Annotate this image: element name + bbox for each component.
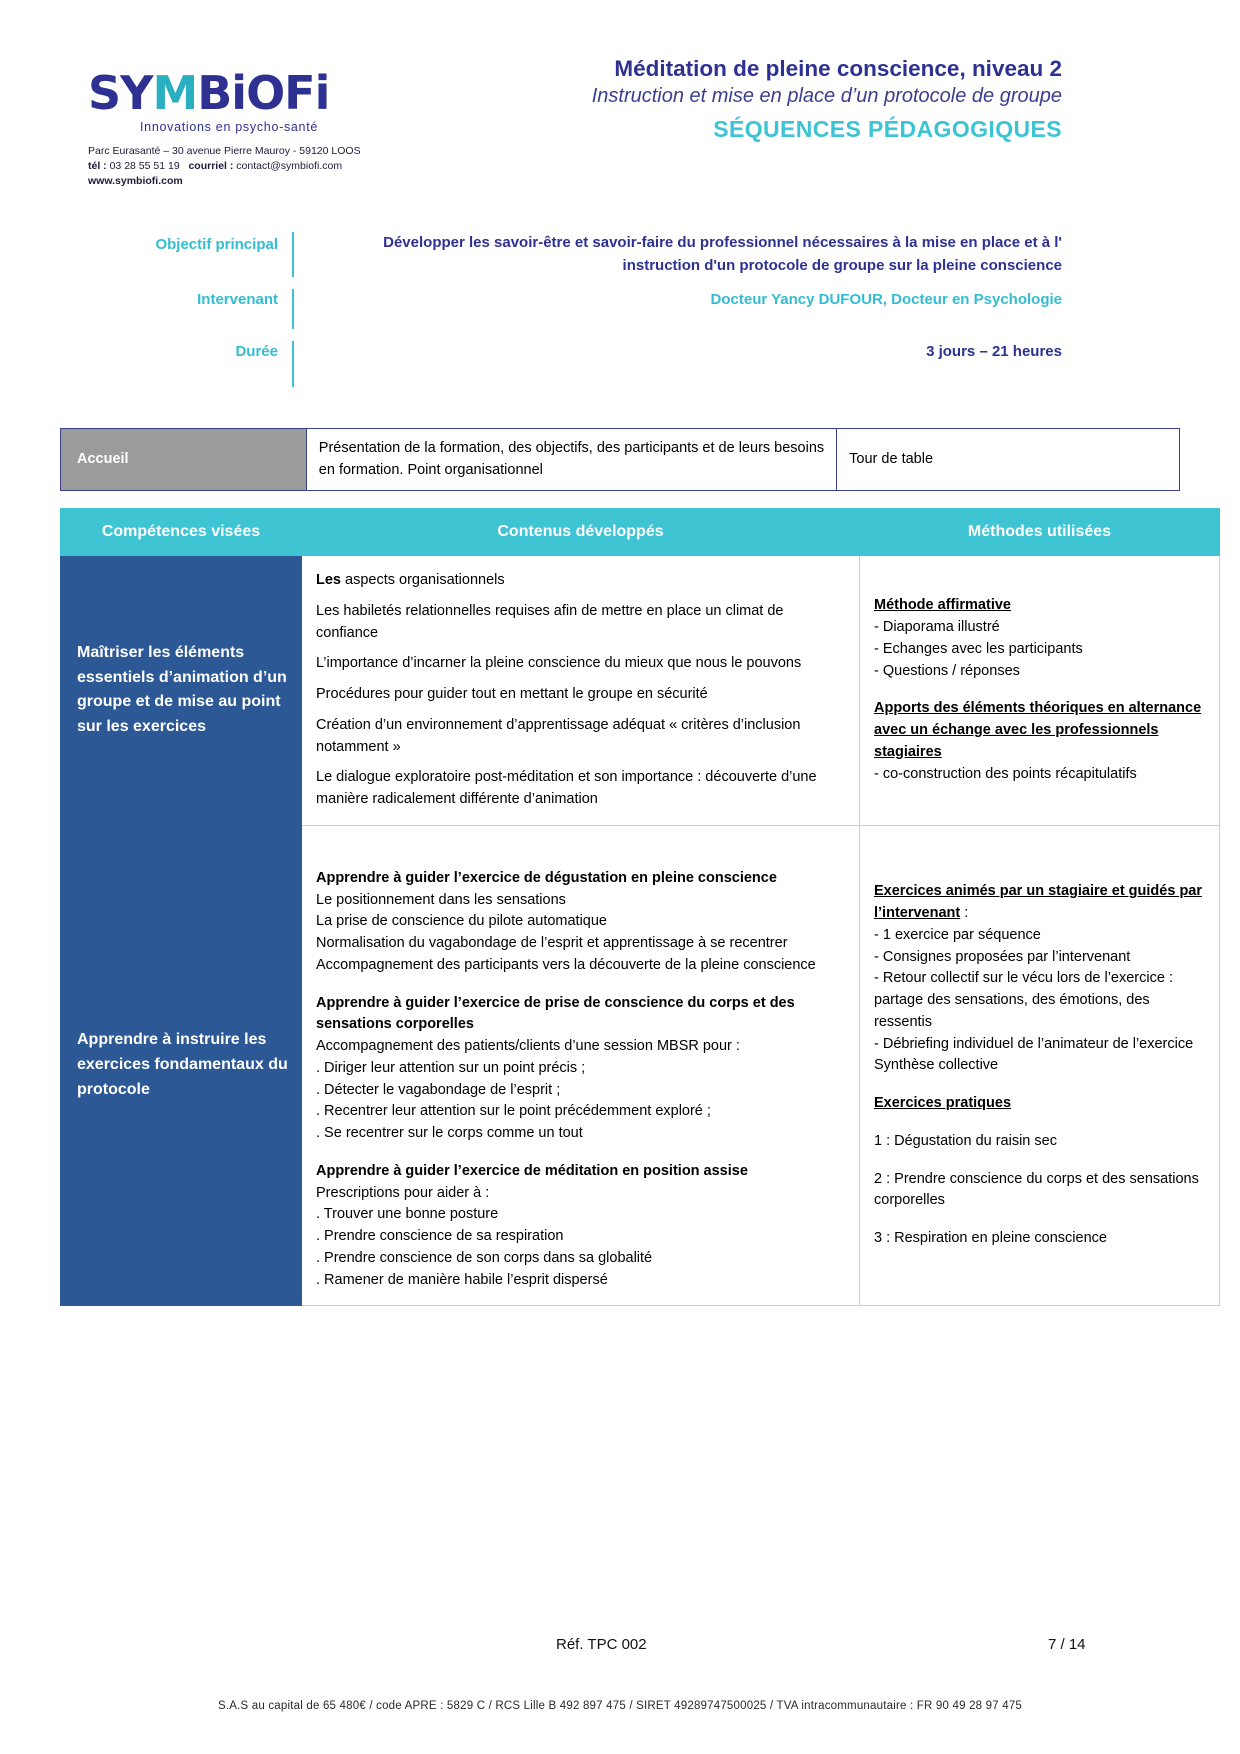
footer-page-number: 7 / 14 (1048, 1636, 1086, 1653)
method-spacer (874, 1077, 1205, 1093)
content-spacer (316, 977, 845, 993)
page-header (0, 55, 1240, 188)
table-row (61, 429, 1180, 491)
website-line[interactable] (88, 174, 468, 189)
method-heading (874, 881, 1205, 925)
content-bold-lead: Les (316, 572, 341, 588)
competence-cell: Maîtriser les éléments essentiels d’animation d’un groupe et de mise au point sur les exercices (61, 556, 302, 826)
methodes-cell (860, 556, 1220, 826)
pedagogy-table-body (61, 556, 1220, 1306)
intervenant-value: Docteur Yancy DUFOUR, Docteur en Psychologie (710, 291, 1062, 308)
content-line: . Diriger leur attention sur un point précis ; (316, 1059, 586, 1076)
contact-line (88, 159, 468, 174)
logo-text-m: M (152, 66, 198, 120)
objectif-label: Objectif principal (155, 236, 278, 253)
content-line: Accompagnement des patients/clients d’une session MBSR pour : (316, 1038, 740, 1054)
accueil-label-cell: Accueil (61, 429, 307, 491)
method-item: - co-construction des points récapitulatifs (874, 765, 1137, 782)
content-line: . Se recentrer sur le corps comme un tout (316, 1125, 583, 1141)
logo-text-biofi: BiOFi (197, 66, 330, 120)
content-line: La prise de conscience du pilote automatique (316, 913, 607, 930)
content-line: . Prendre conscience de son corps dans sa globalité (316, 1249, 653, 1266)
company-address (88, 144, 468, 190)
content-line: Accompagnement des participants vers la découverte de la pleine conscience (316, 956, 816, 973)
competence-cell: Apprendre à instruire les exercices fondamentaux du protocole (61, 825, 302, 1306)
method-heading: Méthode affirmative (874, 597, 1011, 614)
accueil-method-cell: Tour de table (837, 429, 1180, 491)
table-row (61, 825, 1220, 1306)
info-row-objectif (0, 232, 1240, 277)
duree-label: Durée (235, 343, 278, 360)
method-spacer (874, 1115, 1205, 1131)
objectif-value: Développer les savoir-être et savoir-faire du professionnel nécessaires à la mise en place et à l' instruction d'un protocole de groupe sur la pleine conscience (383, 234, 1062, 274)
method-item: Synthèse collective (874, 1057, 999, 1074)
contenus-cell (302, 825, 860, 1306)
method-heading: Apports des éléments théoriques en alternance avec un échange avec les professionnels stagiaires (874, 700, 1202, 760)
method-item: - Diaporama illustré (874, 619, 1000, 636)
website-value[interactable]: www.symbiofi.com (88, 175, 183, 188)
logo-tagline: Innovations en psycho-santé (140, 120, 319, 134)
content-paragraph: Les habiletés relationnelles requises afin de mettre en place un climat de confiance (316, 602, 784, 641)
info-row-intervenant (0, 289, 1240, 329)
page-title: Méditation de pleine conscience, niveau 2 (614, 56, 1062, 81)
method-item: - Retour collectif sur le vécu lors de l’exercice : partage des sensations, des émotions, des ressentis (874, 970, 1173, 1030)
method-item: - Questions / réponses (874, 662, 1020, 679)
content-line: . Prendre conscience de sa respiration (316, 1228, 564, 1244)
content-subheading: Apprendre à guider l’exercice de dégustation en pleine conscience (316, 869, 777, 886)
method-heading: Exercices pratiques (874, 1095, 1012, 1111)
content-line: . Détecter le vagabondage de l’esprit ; (316, 1081, 561, 1098)
tel-value: 03 28 55 51 19 (109, 160, 180, 173)
content-paragraph: Création d’un environnement d’apprentissage adéquat « critères d’inclusion notamment » (316, 716, 801, 755)
content-line: . Trouver une bonne posture (316, 1206, 499, 1223)
method-item: - Echanges avec les participants (874, 640, 1083, 657)
content-paragraph (316, 570, 845, 592)
mail-label: courriel : (188, 160, 234, 173)
header-titles (262, 55, 1062, 143)
page-section-title: SÉQUENCES PÉDAGOGIQUES (713, 116, 1062, 143)
contenus-cell (302, 556, 860, 826)
pedagogy-table (60, 508, 1220, 1306)
content-spacer (316, 1145, 845, 1161)
footer-reference: Réf. TPC 002 (556, 1636, 647, 1653)
accueil-table (60, 428, 1180, 491)
tel-label: tél : (88, 160, 107, 173)
content-line: . Ramener de manière habile l’esprit dispersé (316, 1271, 608, 1288)
info-row-duree (0, 341, 1240, 387)
method-item: 2 : Prendre conscience du corps et des sensations corporelles (874, 1170, 1199, 1209)
content-paragraph: Procédures pour guider tout en mettant le groupe en sécurité (316, 686, 708, 702)
content-subheading: Apprendre à guider l’exercice de prise de conscience du corps et des sensations corporelles (316, 994, 795, 1033)
course-info-block (0, 232, 1240, 387)
content-subheading: Apprendre à guider l’exercice de méditation en position assise (316, 1162, 748, 1179)
method-item: - 1 exercice par séquence (874, 926, 1041, 943)
content-line: Prescriptions pour aider à : (316, 1184, 490, 1201)
content-line: Le positionnement dans les sensations (316, 891, 566, 908)
content-paragraph: L’importance d’incarner la pleine conscience du mieux que nous le pouvons (316, 655, 802, 672)
content-paragraph: Le dialogue exploratoire post-méditation et son importance : découverte d’une manière radicalement différente d’animation (316, 769, 817, 807)
intervenant-label: Intervenant (197, 291, 278, 308)
method-item: 1 : Dégustation du raisin sec (874, 1132, 1057, 1149)
accueil-content-cell: Présentation de la formation, des objectifs, des participants et de leurs besoins en formation. Point organisationnel (306, 429, 836, 491)
content-line: . Recentrer leur attention sur le point précédemment exploré ; (316, 1103, 711, 1120)
method-item: 3 : Respiration en pleine conscience (874, 1230, 1107, 1246)
content-line: Normalisation du vagabondage de l’esprit et apprentissage à se recentrer (316, 935, 788, 951)
methodes-cell (860, 825, 1220, 1306)
method-spacer (874, 1212, 1205, 1228)
page-subtitle: Instruction et mise en place d’un protocole de groupe (591, 85, 1062, 108)
table-row (61, 556, 1220, 826)
method-heading-underlined: Exercices animés par un stagiaire et guidés par l’intervenant (874, 883, 1203, 921)
address-line: Parc Eurasanté – 30 avenue Pierre Mauroy - 59120 LOOS (88, 145, 361, 157)
method-item: - Débriefing individuel de l’animateur de l’exercice (874, 1035, 1194, 1052)
table-header-row (61, 509, 1220, 556)
duree-value: 3 jours – 21 heures (926, 343, 1062, 360)
column-header-competences: Compétences visées (61, 509, 302, 556)
method-item: - Consignes proposées par l’intervenant (874, 948, 1131, 965)
method-heading-suffix: : (960, 905, 969, 921)
method-spacer (874, 682, 1205, 698)
logo-text-sy: SY (88, 66, 153, 120)
mail-value: contact@symbiofi.com (236, 160, 343, 173)
footer-legal-text: S.A.S au capital de 65 480€ / code APRE : 5829 C / RCS Lille B 492 897 475 / SIRET 49289747500025 / TVA intracommunautaire : FR 90 49 28 97 475 (217, 1700, 1023, 1712)
column-header-methodes: Méthodes utilisées (860, 509, 1220, 556)
method-spacer (874, 1153, 1205, 1169)
column-header-contenus: Contenus développés (302, 509, 860, 556)
content-text: aspects organisationnels (341, 572, 505, 588)
